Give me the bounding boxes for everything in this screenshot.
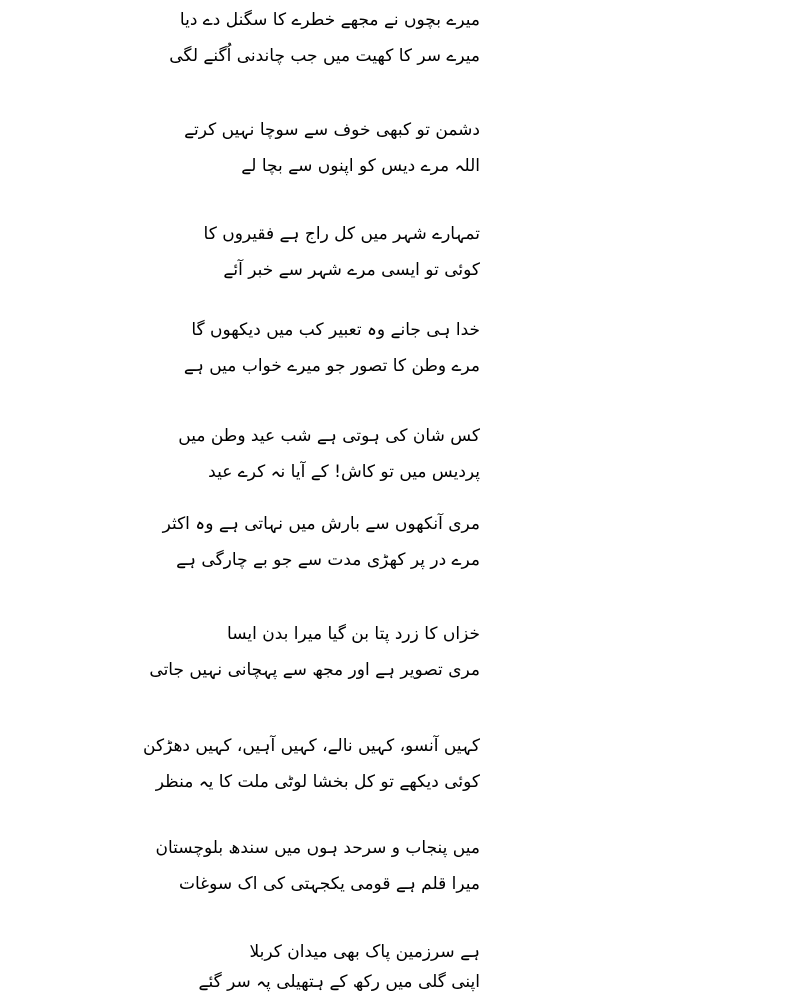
- verse-line: مری تصویر ہے اور مجھ سے پہچانی نہیں جاتی: [149, 660, 480, 680]
- stanza-8: [143, 734, 480, 806]
- stanza-3: [203, 222, 480, 294]
- verse-line: اپنی گلی میں رکھ کے ہتھیلی پہ سر گئے: [198, 972, 480, 992]
- verse-line: مرے در پر کھڑی مدت سے جو بے چارگی ہے: [176, 550, 480, 570]
- verse-line: کہیں آنسو، کہیں نالے، کہیں آہیں، کہیں دھڑکن: [143, 736, 480, 756]
- verse-line: میرے سر کا کھیت میں جب چاندنی اُگنے لگی: [169, 46, 480, 66]
- verse-line: خدا ہی جانے وہ تعبیر کب میں دیکھوں گا: [191, 320, 480, 340]
- verse-line: میرا قلم ہے قومی یکجہتی کی اک سوغات: [179, 874, 480, 894]
- stanza-5: [178, 424, 480, 496]
- stanza-6: [162, 512, 480, 584]
- stanza-7: [149, 622, 480, 694]
- stanza-1: [169, 8, 480, 80]
- verse-line: میرے بچوں نے مجھے خطرے کا سگنل دے دیا: [179, 10, 480, 30]
- verse-line: خزاں کا زرد پتا بن گیا میرا بدن ایسا: [227, 624, 480, 644]
- verse-line: کس شان کی ہوتی ہے شب عید وطن میں: [178, 426, 480, 446]
- verse-line: مرے وطن کا تصور جو میرے خواب میں ہے: [183, 356, 480, 376]
- verse-line: ہے سرزمین پاک بھی میدان کربلا: [249, 942, 480, 962]
- verse-line: مری آنکھوں سے بارش میں نہاتی ہے وہ اکثر: [162, 514, 480, 534]
- stanza-2: [184, 118, 480, 190]
- verse-line: دشمن تو کبھی خوف سے سوچا نہیں کرتے: [184, 120, 480, 140]
- stanza-10: [198, 940, 480, 1000]
- stanza-4: [183, 318, 480, 390]
- verse-line: پردیس میں تو کاش! کے آیا نہ کرے عید: [208, 462, 480, 482]
- verse-line: اللہ مرے دیس کو اپنوں سے بچا لے: [241, 156, 480, 176]
- verse-line: میں پنجاب و سرحد ہوں میں سندھ بلوچستان: [155, 838, 480, 858]
- verse-line: تمہارے شہر میں کل راج ہے فقیروں کا: [203, 224, 480, 244]
- stanza-9: [155, 836, 480, 908]
- verse-line: کوئی تو ایسی مرے شہر سے خبر آئے: [223, 260, 480, 280]
- verse-line: کوئی دیکھے تو کل بخشا لوٹی ملت کا یہ منظر: [155, 772, 480, 792]
